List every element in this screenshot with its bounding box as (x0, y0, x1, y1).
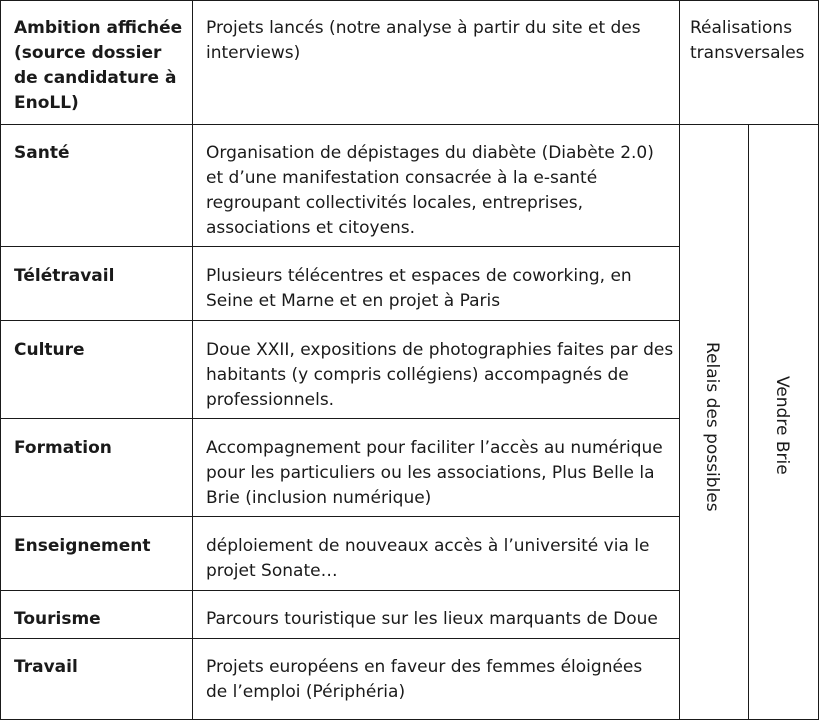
rule-row4 (0, 516, 679, 517)
transversal-relais-des-possibles: Relais des possibles (702, 342, 722, 512)
row-label-teletravail: Télétravail (14, 266, 115, 286)
rule-row3 (0, 418, 679, 419)
rule-col1 (192, 0, 193, 720)
row-text-sante: Organisation de dépistages du diabète (Diabète 2.0) et d’une manifestation consacrée à la e-santé regroupant collectivités locales, entreprises, associations et citoyens. (206, 143, 654, 238)
rule-row2 (0, 320, 679, 321)
row-label-sante: Santé (14, 143, 70, 163)
row-text-teletravail: Plusieurs télécentres et espaces de coworking, en Seine et Marne et en projet à Paris (206, 266, 632, 311)
row-label-travail: Travail (14, 657, 78, 677)
row-label-culture: Culture (14, 340, 85, 360)
rule-row1 (0, 246, 679, 247)
row-text-culture: Doue XXII, expositions de photographies faites par des habitants (y compris collégiens) accompagnés de professionnels. (206, 340, 674, 410)
row-text-travail: Projets européens en faveur des femmes éloignées de l’emploi (Périphéria) (206, 657, 643, 702)
rule-left (0, 0, 1, 720)
row-text-formation: Accompagnement pour faciliter l’accès au numérique pour les particuliers ou les associations, Plus Belle la Brie (inclusion numérique) (206, 438, 663, 508)
rule-top (0, 0, 819, 1)
rule-row5 (0, 590, 679, 591)
rule-col3-split (748, 124, 749, 720)
row-text-enseignement: déploiement de nouveaux accès à l’université via le projet Sonate… (206, 536, 650, 581)
row-text-tourisme: Parcours touristique sur les lieux marquants de Doue (206, 609, 658, 629)
header-projects: Projets lancés (notre analyse à partir du site et des interviews) (206, 18, 641, 63)
row-label-formation: Formation (14, 438, 112, 458)
rule-row6 (0, 638, 679, 639)
header-transversal: Réalisations transversales (690, 18, 805, 63)
transversal-vendre-brie: Vendre Brie (772, 376, 792, 475)
rule-header-bottom (0, 124, 819, 125)
rule-col2 (679, 0, 680, 720)
row-label-tourisme: Tourisme (14, 609, 101, 629)
row-label-enseignement: Enseignement (14, 536, 151, 556)
header-ambition: Ambition affichée (source dossier de candidature à EnoLL) (14, 18, 183, 113)
